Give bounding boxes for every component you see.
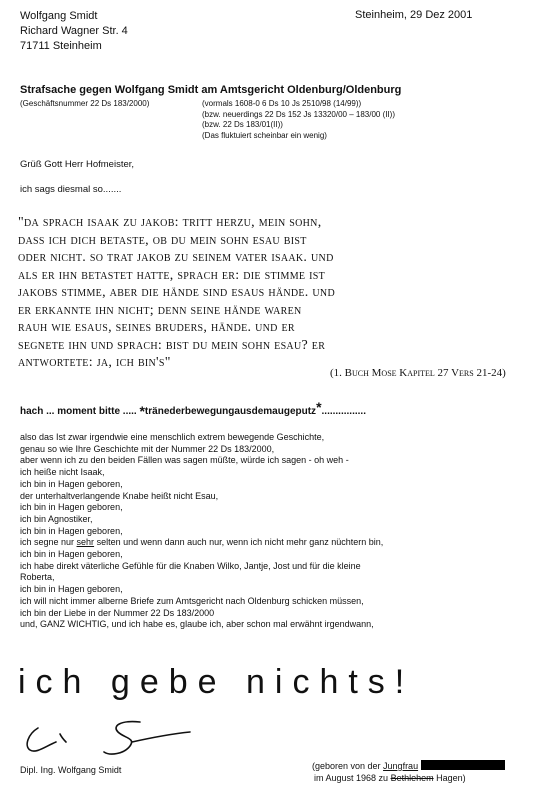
segne-after: selten und wenn dann auch nur, wenn ich nicht mehr ganz nüchtern bin, <box>94 537 384 548</box>
case-history-line: (bzw. neuerdings 22 Ds 152 Js 13320/00 – 183/00 (II)) <box>202 109 396 119</box>
body-line: ich bin der Liebe in der Nummer 22 Ds 183/2000 <box>20 607 215 618</box>
body-line: ich bin in Hagen geboren, <box>20 584 123 595</box>
body-line: ich habe direkt väterliche Gefühle für die Knaben Wilko, Jantje, Jost und für die kleine <box>20 560 361 571</box>
quote-citation: (1. Buch Mose Kapitel 27 Vers 21-24) <box>330 367 506 379</box>
body-line: ich heiße nicht Isaak, <box>20 467 105 478</box>
body-line: ich bin in Hagen geboren, <box>20 502 123 513</box>
quote-line: oder nicht. so trat jakob zu seinem vater isaak. und <box>18 250 334 265</box>
quote-line: dass ich dich betaste, ob du mein sohn esau bist <box>18 232 307 248</box>
greeting: Grüß Gott Herr Hofmeister, <box>20 159 135 170</box>
quote-line: als er ihn betastet hatte, sprach er: die stimme ist <box>18 267 326 283</box>
case-history-line: (vormals 1608-0 6 Ds 10 Js 2510/98 (14/99)) <box>202 99 362 108</box>
body-line: also das Ist zwar irgendwie eine menschlich extrem bewegende Geschichte, <box>20 432 325 442</box>
signature-name: Dipl. Ing. Wolfgang Smidt <box>20 765 122 775</box>
quote-line: rauh wie esaus, seines bruders, hände. und er <box>18 320 295 335</box>
case-history-line: (bzw. 22 Ds 183/01(II)) <box>202 120 283 129</box>
asterisk: * <box>316 399 322 415</box>
body-line: genau so wie Ihre Geschichte mit der Nummer 22 Ds 183/2000, <box>20 443 275 454</box>
interjection-word: tränederbewegungausdemaugeputz <box>144 406 317 417</box>
quote-line: er erkannte ihn nicht; denn seine hände waren <box>18 302 302 318</box>
quote-line: jakobs stimme, aber die hände sind esaus hände. und <box>18 285 335 300</box>
birth-struck: Bethlehem <box>390 772 434 783</box>
sender-address <box>20 9 128 54</box>
birth-text: (geboren von der <box>312 761 384 771</box>
segne-underlined: sehr <box>76 537 95 548</box>
birth-line-2 <box>312 773 505 785</box>
body-line: ich will nicht immer alberne Briefe zum Amtsgericht nach Oldenburg schicken müssen, <box>20 595 364 606</box>
segne-before: ich segne nur <box>20 537 77 548</box>
body-line: aber wenn ich zu den beiden Fällen was sagen müßte, würde ich sagen - oh weh - <box>20 455 349 466</box>
birth-text-end: Hagen) <box>433 772 466 783</box>
body-line: ich bin in Hagen geboren, <box>20 549 123 560</box>
birth-line-1 <box>312 760 505 773</box>
body-line: ich bin Agnostiker, <box>20 513 93 524</box>
body-line-segne <box>20 537 383 549</box>
redaction-bar <box>421 760 505 770</box>
case-number: (Geschäftsnummer 22 Ds 183/2000) <box>20 99 150 108</box>
asterisk: * <box>139 403 145 419</box>
body-line: ich bin in Hagen geboren, <box>20 525 123 536</box>
interjection-suffix: ................ <box>321 406 366 417</box>
birth-underlined: Jungfrau <box>383 761 419 771</box>
sender-name: Wolfgang Smidt <box>20 10 98 22</box>
case-history <box>202 99 395 141</box>
body-line: der unterhaltverlangende Knabe heißt nicht Esau, <box>20 490 219 501</box>
birth-text: im August 1968 zu <box>314 772 391 783</box>
body-line: Roberta, <box>20 572 55 583</box>
body-line: und, GANZ WICHTIG, und ich habe es, glaube ich, aber schon mal erwähnt irgendwann, <box>20 619 374 630</box>
quote-line: antwortete: ja, ich bin's" <box>18 355 171 370</box>
birth-note <box>312 760 505 784</box>
interjection <box>20 399 366 419</box>
interjection-prefix: hach ... moment bitte ..... <box>20 406 140 417</box>
bible-quote <box>18 214 335 372</box>
sender-city: 71711 Steinheim <box>20 40 102 52</box>
case-history-line: (Das fluktuiert scheinbar ein wenig) <box>202 130 327 140</box>
handwritten-signature <box>20 712 200 760</box>
sender-street: Richard Wagner Str. 4 <box>20 25 128 37</box>
body-line: ich bin in Hagen geboren, <box>20 478 123 489</box>
quote-line: "da sprach isaak zu jakob: tritt herzu, mein sohn, <box>18 215 322 230</box>
letter-date: Steinheim, 29 Dez 2001 <box>355 9 473 21</box>
letter-body <box>20 432 383 631</box>
intro-line: ich sags diesmal so....... <box>20 184 122 195</box>
subject-line: Strafsache gegen Wolfgang Smidt am Amtsgericht Oldenburg/Oldenburg <box>20 84 402 96</box>
closing-statement: ich gebe nichts! <box>18 663 415 701</box>
quote-line: segnete ihn und sprach: bist du mein sohn esau? er <box>18 337 326 353</box>
